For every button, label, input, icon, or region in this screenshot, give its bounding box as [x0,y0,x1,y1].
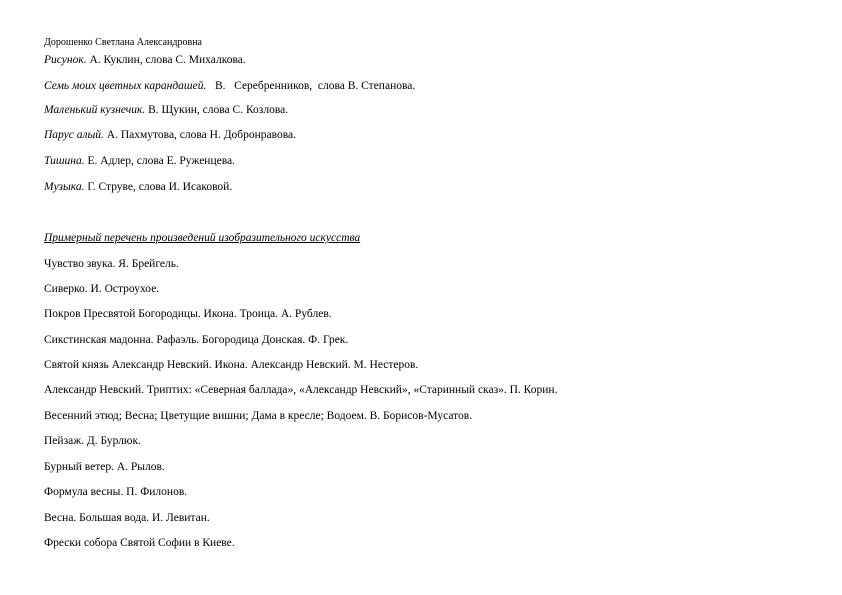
song-title: Семь моих цветных карандашей. [44,80,207,92]
song-line [44,154,235,168]
art-item: Весна. Большая вода. И. Левитан. [44,512,210,524]
author-name: Дорошенко Светлана Александровна [44,37,202,48]
art-item: Формула весны. П. Филонов. [44,486,188,498]
song-credits: Г. Струве, слова И. Исаковой. [84,181,233,193]
song-title: Рисунок. [44,54,87,66]
art-item: Александр Невский. Триптих: «Северная баллада», «Александр Невский», «Старинный сказ». П. Корин. [44,384,558,396]
song-credits: А. Пахмутова, слова Н. Добронравова. [103,129,297,141]
song-line [44,79,415,93]
song-title: Маленький кузнечик. [44,104,146,116]
song-title: Музыка. [44,181,85,193]
art-item: Сикстинская мадонна. Рафаэль. Богородица Донская. Ф. Грек. [44,334,349,346]
art-item: Сиверко. И. Остроухое. [44,283,160,295]
song-credits: Е. Адлер, слова Е. Руженцева. [84,155,235,167]
song-line [44,53,246,67]
art-item: Весенний этюд; Весна; Цветущие вишни; Дама в кресле; Водоем. В. Борисов-Мусатов. [44,410,473,422]
song-title: Парус алый. [44,129,104,141]
art-item: Покров Пресвятой Богородицы. Икона. Троица. А. Рублев. [44,308,332,320]
art-list-heading: Примерный перечень произведений изобразительного искусства [44,232,361,244]
song-title: Тишина. [44,155,85,167]
song-credits: В. Серебренников, слова В. Степанова. [206,80,416,92]
art-item: Чувство звука. Я. Брейгель. [44,258,179,270]
art-item: Фрески собора Святой Софии в Киеве. [44,537,235,549]
art-item: Святой князь Александр Невский. Икона. Александр Невский. М. Нестеров. [44,359,419,371]
art-item: Пейзаж. Д. Бурлюк. [44,435,141,447]
song-credits: А. Куклин, слова С. Михалкова. [86,54,246,66]
song-line [44,128,296,142]
song-line [44,180,232,194]
song-line [44,103,288,117]
song-credits: В. Щукин, слова С. Козлова. [145,104,289,116]
art-item: Бурный ветер. А. Рылов. [44,461,165,473]
